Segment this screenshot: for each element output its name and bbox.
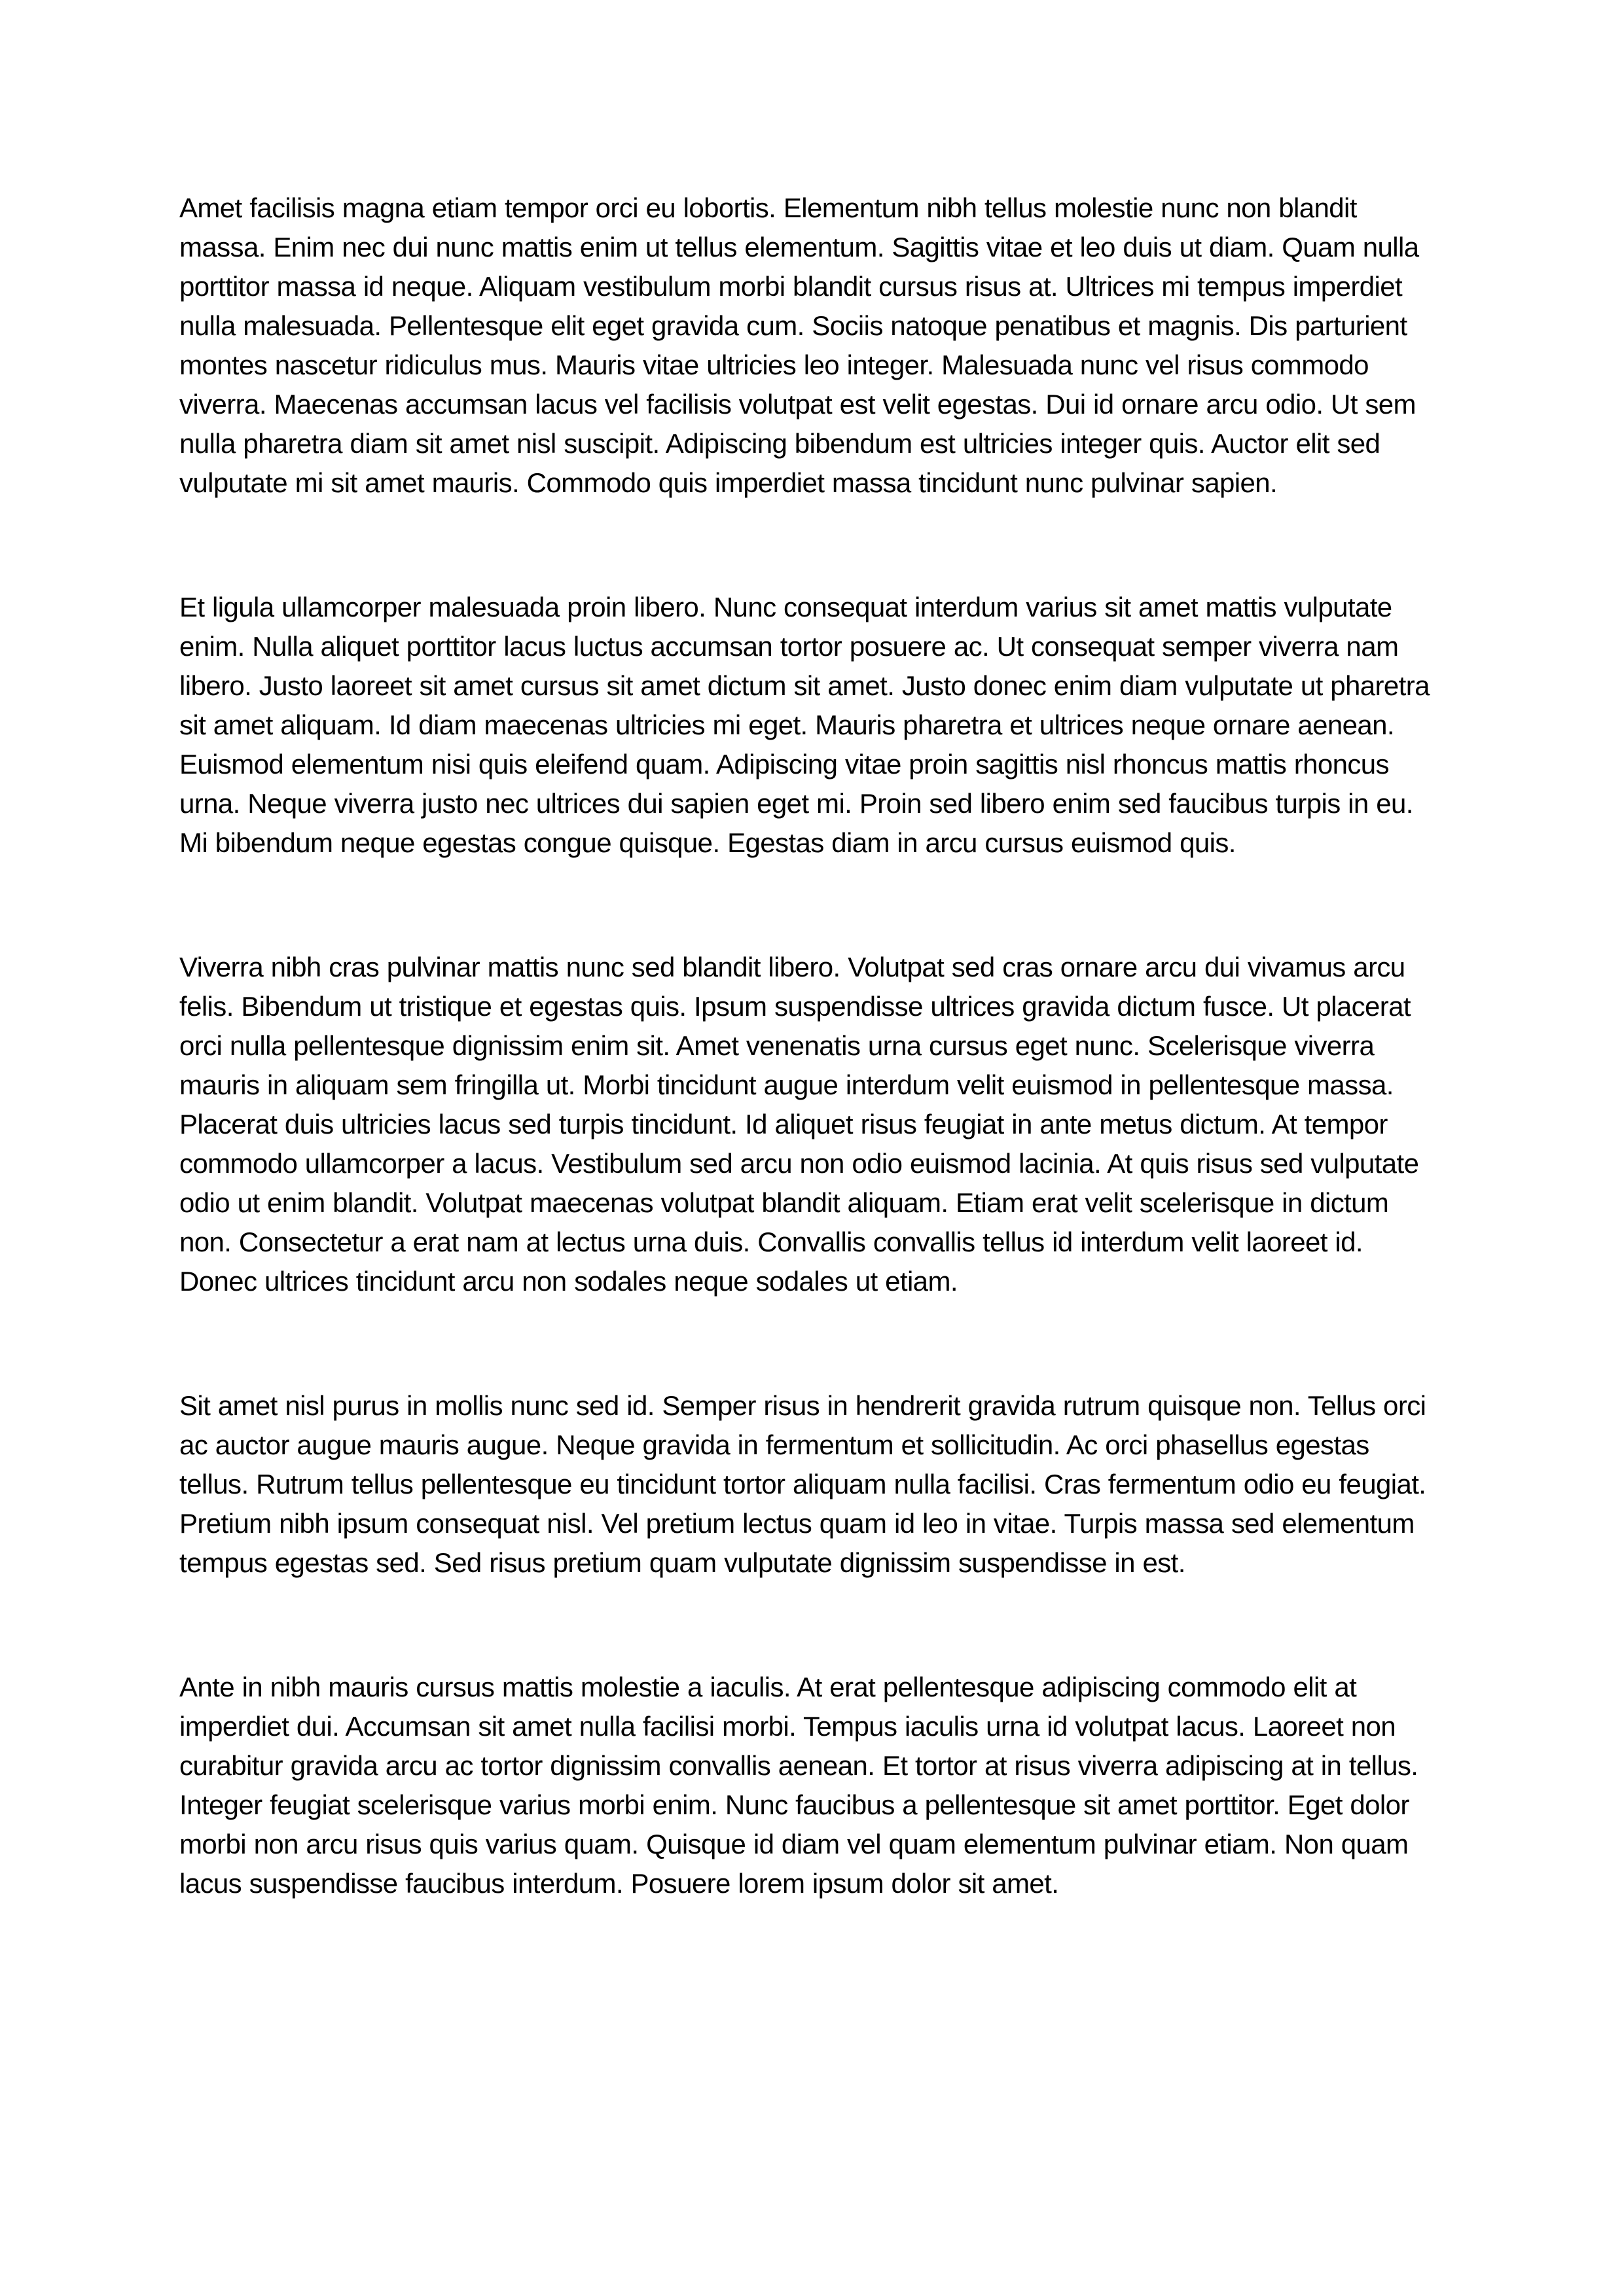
paragraph-4: Sit amet nisl purus in mollis nunc sed id. Semper risus in hendrerit gravida rutrum quisque non. Tellus orci ac auctor augue mauris augue. Neque gravida in fermentum et sollicitudin. Ac orci phasellus egestas tellus. Rutrum tellus pellentesque eu tincidunt tortor aliquam nulla facilisi. Cras fermentum odio eu feugiat. Pretium nibh ipsum consequat nisl. Vel pretium lectus quam id leo in vitae. Turpis massa sed elementum tempus egestas sed. Sed risus pretium quam vulputate dignissim suspendisse in est. (179, 1390, 1426, 1578)
paragraph-1: Amet facilisis magna etiam tempor orci eu lobortis. Elementum nibh tellus molestie nunc non blandit massa. Enim nec dui nunc mattis enim ut tellus elementum. Sagittis vitae et leo duis ut diam. Quam nulla porttitor massa id neque. Aliquam vestibulum morbi blandit cursus risus at. Ultrices mi tempus imperdiet nulla malesuada. Pellentesque elit eget gravida cum. Sociis natoque penatibus et magnis. Dis parturient montes nascetur ridiculus mus. Mauris vitae ultricies leo integer. Malesuada nunc vel risus commodo viverra. Maecenas accumsan lacus vel facilisis volutpat est velit egestas. Dui id ornare arcu odio. Ut sem nulla pharetra diam sit amet nisl suscipit. Adipiscing bibendum est ultricies integer quis. Auctor elit sed vulputate mi sit amet mauris. Commodo quis imperdiet massa tincidunt nunc pulvinar sapien. (179, 192, 1419, 498)
paragraph-5: Ante in nibh mauris cursus mattis molestie a iaculis. At erat pellentesque adipiscing commodo elit at imperdiet dui. Accumsan sit amet nulla facilisi morbi. Tempus iaculis urna id volutpat lacus. Laoreet non curabitur gravida arcu ac tortor dignissim convallis aenean. Et tortor at risus viverra adipiscing at in tellus. Integer feugiat scelerisque varius morbi enim. Nunc faucibus a pellentesque sit amet porttitor. Eget dolor morbi non arcu risus quis varius quam. Quisque id diam vel quam elementum pulvinar etiam. Non quam lacus suspendisse faucibus interdum. Posuere lorem ipsum dolor sit amet. (179, 1672, 1418, 1899)
paragraph-3: Viverra nibh cras pulvinar mattis nunc sed blandit libero. Volutpat sed cras ornare arcu dui vivamus arcu felis. Bibendum ut tristique et egestas quis. Ipsum suspendisse ultrices gravida dictum fusce. Ut placerat orci nulla pellentesque dignissim enim sit. Amet venenatis urna cursus eget nunc. Scelerisque viverra mauris in aliquam sem fringilla ut. Morbi tincidunt augue interdum velit euismod in pellentesque massa. Placerat duis ultricies lacus sed turpis tincidunt. Id aliquet risus feugiat in ante metus dictum. At tempor commodo ullamcorper a lacus. Vestibulum sed arcu non odio euismod lacinia. At quis risus sed vulputate odio ut enim blandit. Volutpat maecenas volutpat blandit aliquam. Etiam erat velit scelerisque in dictum non. Consectetur a erat nam at lectus urna duis. Convallis convallis tellus id interdum velit laoreet id. Donec ultrices tincidunt arcu non sodales neque sodales ut etiam. (179, 952, 1419, 1297)
paragraph-2: Et ligula ullamcorper malesuada proin libero. Nunc consequat interdum varius sit amet mattis vulputate enim. Nulla aliquet porttitor lacus luctus accumsan tortor posuere ac. Ut consequat semper viverra nam libero. Justo laoreet sit amet cursus sit amet dictum sit amet. Justo donec enim diam vulputate ut pharetra sit amet aliquam. Id diam maecenas ultricies mi eget. Mauris pharetra et ultrices neque ornare aenean. Euismod elementum nisi quis eleifend quam. Adipiscing vitae proin sagittis nisl rhoncus mattis rhoncus urna. Neque viverra justo nec ultrices dui sapien eget mi. Proin sed libero enim sed faucibus turpis in eu. Mi bibendum neque egestas congue quisque. Egestas diam in arcu cursus euismod quis. (179, 592, 1430, 858)
